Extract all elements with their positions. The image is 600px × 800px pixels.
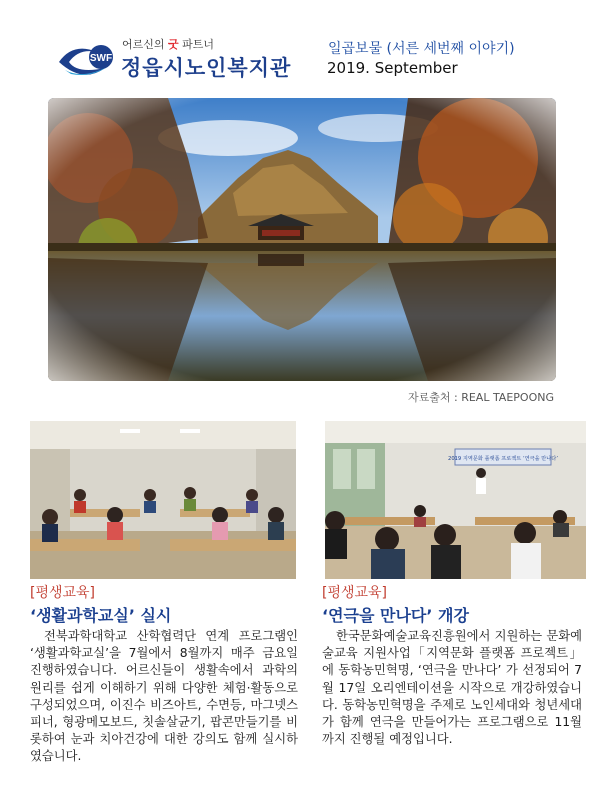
photo-credit: 자료출처 : REAL TAEPOONG <box>408 391 554 404</box>
org-tagline <box>122 36 214 52</box>
article-category: [평생교육] <box>30 585 96 601</box>
article-body: 전북과학대학교 산학협력단 연계 프로그램인 ‘생활과학교실’을 7월에서 8월까지 매주 금요일 진행하였습니다. 어르신들이 생활속에서 과학의 원리를 쉽게 이해하기 위해 다양한 체험·활동으로 구성되었으며, 이진수 비즈아트, 수면등, 마그넷스피너, 형광메모보드, 칫솔살균기, 팝콘만들기를 비롯하여 눈과 치아건강에 대한 강의도 함께 실시하였습니다. <box>30 629 298 764</box>
issue-title: 일곱보물 (서른 세번째 이야기) <box>328 41 515 57</box>
issue-date: 2019. September <box>327 59 458 77</box>
org-name: 정읍시노인복지관 <box>121 56 292 80</box>
hero-photo <box>48 98 556 381</box>
swf-logo-icon <box>57 40 117 80</box>
banner-text: 2019 지역문화 플랫폼 프로젝트 ‘연극을 만나다’ <box>448 456 558 462</box>
article-title: ‘연극을 만나다’ 개강 <box>322 606 469 625</box>
article-category: [평생교육] <box>322 585 388 601</box>
article-body: 한국문화예술교육진흥원에서 지원하는 문화예술교육 지원사업「지역문화 플랫폼 프로젝트」에 동학농민혁명, ‘연극을 만나다’ 가 선정되어 7월 17일 오리엔테이션을 시작으로 개강하였습니다. 동학농민혁명을 주제로 노인세대와 청년세대가 함께 연극을 만들어가는 프로그램으로 11월까지 진행될 예정입니다. <box>322 629 582 747</box>
science-class-photo <box>30 421 296 579</box>
classroom-image <box>30 421 296 579</box>
theater-class-image <box>325 421 586 579</box>
newsletter-header <box>0 0 600 95</box>
article-title: ‘생활과학교실’ 실시 <box>30 606 172 625</box>
tagline-good: 굿 <box>168 38 179 51</box>
logo-text: SWF <box>89 53 113 64</box>
theater-class-photo <box>325 421 586 579</box>
temple-landscape-image <box>48 98 556 381</box>
tagline-suffix: 파트너 <box>182 38 215 51</box>
tagline-prefix: 어르신의 <box>122 38 165 51</box>
